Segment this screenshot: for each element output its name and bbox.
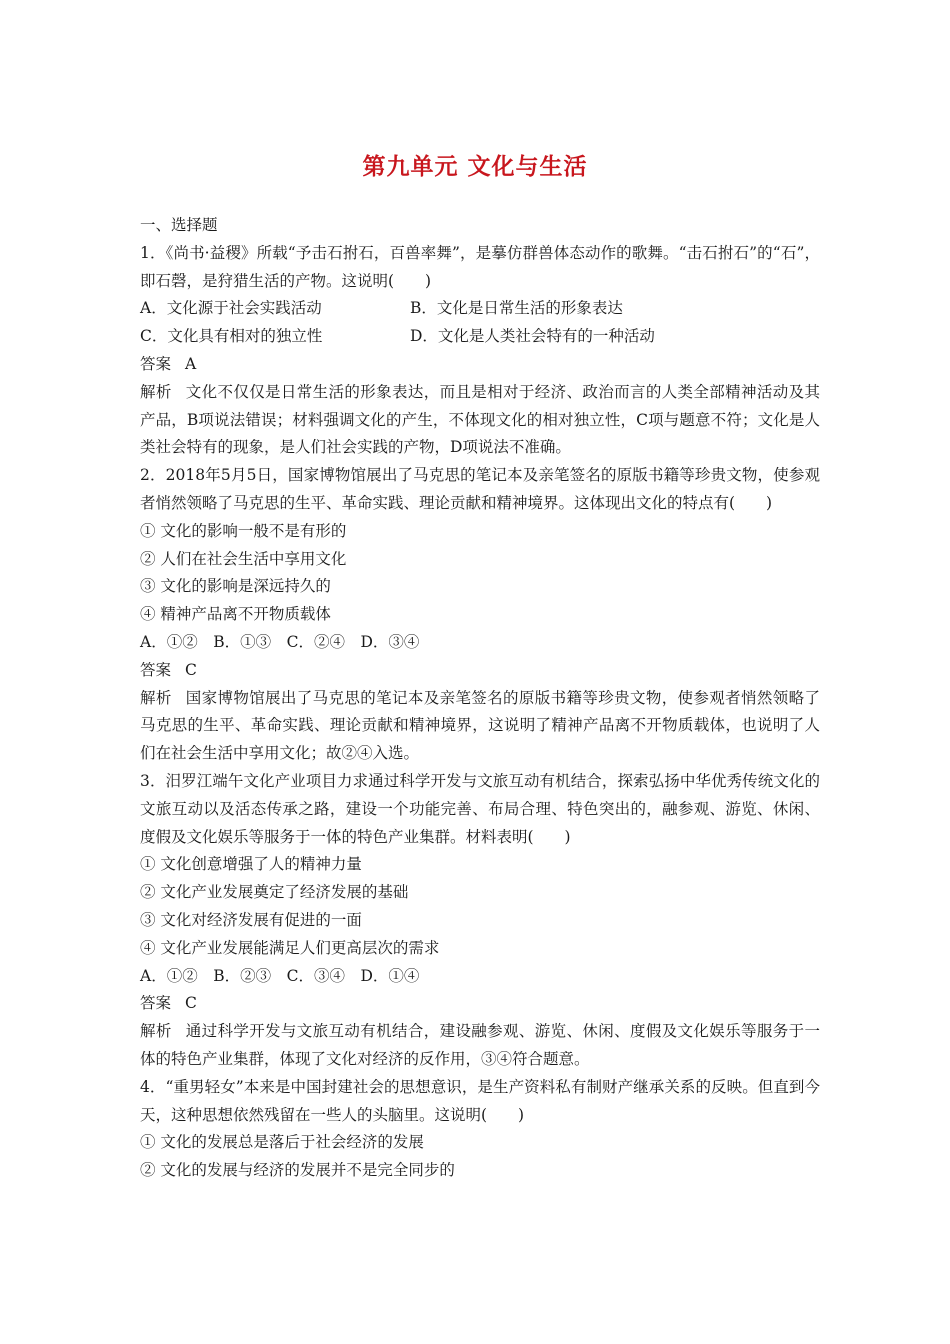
analysis-text: 通过科学开发与文旅互动有机结合，建设融参观、游览、休闲、度假及文化娱乐等服务于一体的特色产业集群，体现了文化对经济的反作用，③④符合题意。 (140, 1022, 820, 1068)
question-3-analysis (140, 1018, 820, 1074)
question-3-item-2: ② 文化产业发展奠定了经济发展的基础 (140, 883, 409, 902)
question-4-stem: 4．“重男轻女”本来是中国封建社会的思想意识，是生产资料私有制财产继承关系的反映。但直到今天，这种思想依然残留在一些人的头脑里。这说明( ) (140, 1077, 820, 1124)
analysis-label: 解析 (140, 1022, 172, 1041)
question-1-option-b: B．文化是日常生活的形象表达 (410, 299, 623, 318)
analysis-label: 解析 (140, 688, 172, 707)
document-body (140, 212, 820, 1185)
answer-label: 答案 (140, 994, 172, 1013)
question-4-item-1: ① 文化的发展总是落后于社会经济的发展 (140, 1133, 424, 1152)
question-3-answer (140, 990, 820, 1018)
question-1-options-row-1 (140, 295, 820, 323)
question-3-item-1: ① 文化创意增强了人的精神力量 (140, 855, 362, 874)
question-1-analysis (140, 379, 820, 462)
section-heading: 一、选择题 (140, 216, 218, 234)
question-1-option-d: D．文化是人类社会特有的一种活动 (410, 327, 655, 346)
question-1-option-c: C．文化具有相对的独立性 (140, 327, 323, 346)
question-1-option-a: A．文化源于社会实践活动 (140, 299, 322, 318)
question-1-options-row-2 (140, 323, 820, 351)
analysis-text: 国家博物馆展出了马克思的笔记本及亲笔签名的原版书籍等珍贵文物，使参观者悄然领略了马克思的生平、革命实践、理论贡献和精神境界，这说明了精神产品离不开物质载体，也说明了人们在社会生活中享用文化；故②④入选。 (140, 688, 820, 763)
analysis-label: 解析 (140, 382, 172, 401)
question-1-answer (140, 351, 820, 379)
question-2-item-4: ④ 精神产品离不开物质载体 (140, 605, 331, 624)
question-1-stem: 1．《尚书·益稷》所载“予击石拊石，百兽率舞”，是摹仿群兽体态动作的歌舞。“击石拊石”的“石”，即石磬，是狩猎生活的产物。这说明( ) (140, 243, 820, 290)
question-2-item-3: ③ 文化的影响是深远持久的 (140, 577, 331, 596)
question-2-choices: A．①② B．①③ C．②④ D．③④ (140, 632, 420, 651)
analysis-text: 文化不仅仅是日常生活的形象表达，而且是相对于经济、政治而言的人类全部精神活动及其产品，B项说法错误；材料强调文化的产生，不体现文化的相对独立性，C项与题意不符；文化是人类社会特有的现象，是人们社会实践的产物，D项说法不准确。 (140, 382, 820, 457)
answer-value: A (185, 354, 197, 373)
question-3-stem: 3．汨罗江端午文化产业项目力求通过科学开发与文旅互动有机结合，探索弘扬中华优秀传统文化的文旅互动以及活态传承之路，建设一个功能完善、布局合理、特色突出的，融参观、游览、休闲、度假及文化娱乐等服务于一体的特色产业集群。材料表明( ) (140, 771, 820, 846)
question-3-item-4: ④ 文化产业发展能满足人们更高层次的需求 (140, 938, 440, 957)
question-2-analysis (140, 685, 820, 768)
question-3-choices: A．①② B．②③ C．③④ D．①④ (140, 966, 420, 985)
answer-label: 答案 (140, 354, 172, 373)
question-2-item-1: ① 文化的影响一般不是有形的 (140, 521, 347, 540)
question-2-stem: 2．2018年5月5日，国家博物馆展出了马克思的笔记本及亲笔签名的原版书籍等珍贵文物，使参观者悄然领略了马克思的生平、革命实践、理论贡献和精神境界。这体现出文化的特点有( ) (140, 466, 820, 512)
question-3-item-3: ③ 文化对经济发展有促进的一面 (140, 910, 362, 929)
answer-label: 答案 (140, 660, 172, 679)
question-4-item-2: ② 文化的发展与经济的发展并不是完全同步的 (140, 1161, 455, 1180)
answer-value: C (185, 994, 197, 1013)
question-2-answer (140, 657, 820, 685)
question-2-item-2: ② 人们在社会生活中享用文化 (140, 549, 347, 568)
page-title: 第九单元 文化与生活 (362, 154, 588, 180)
answer-value: C (185, 660, 197, 679)
